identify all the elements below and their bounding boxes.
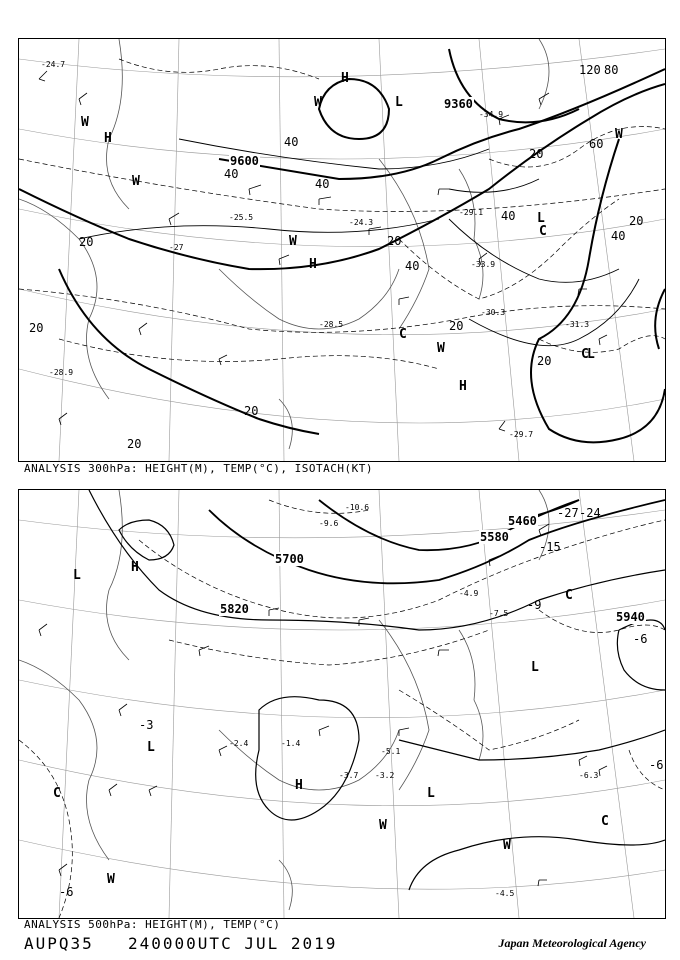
isotach-label: 20	[387, 234, 402, 248]
isotach-label: 20	[29, 321, 44, 335]
temp-obs: -4.9	[459, 589, 479, 598]
temp-obs: -33.9	[471, 260, 496, 269]
chart-code: AUPQ35	[24, 934, 94, 953]
isotach-label: 40	[501, 209, 516, 223]
warm-label: W	[289, 234, 297, 249]
isotherm-label: -15	[539, 540, 561, 554]
isotach-label: 40	[284, 135, 299, 149]
warm-label: W	[107, 872, 115, 887]
height-contours	[19, 49, 665, 442]
cold-label: C	[565, 588, 573, 603]
isotach-label: 20	[79, 235, 94, 249]
temp-obs: -24.7	[41, 60, 66, 69]
height-label-5820: 5820	[220, 602, 249, 616]
temp-obs: -25.5	[229, 213, 254, 222]
temp-obs: -27	[169, 243, 184, 252]
isotherm-label: -6	[59, 885, 74, 899]
low-pressure-label: L	[531, 660, 539, 675]
temp-obs: -28.9	[49, 368, 74, 377]
wind-barbs	[39, 71, 607, 431]
low-pressure-label: L	[427, 786, 435, 801]
isotherm-label: -27	[557, 506, 579, 520]
low-pressure-label: L	[395, 95, 403, 110]
warm-label: W	[615, 127, 623, 142]
valid-time: 240000UTC JUL 2019	[128, 934, 338, 953]
isotherm-label: -6	[633, 632, 648, 646]
height-label-5580: 5580	[480, 530, 509, 544]
isotach-label: 40	[315, 177, 330, 191]
height-label-5700: 5700	[275, 552, 304, 566]
isotherms	[19, 500, 665, 918]
isotachs	[79, 139, 639, 346]
isotach-label: 20	[537, 354, 552, 368]
low-pressure-label: L	[587, 347, 595, 362]
height-label-9360: 9360	[444, 97, 473, 111]
temp-obs: -4.5	[495, 889, 515, 898]
isotach-label: 120	[579, 63, 601, 77]
isotach-label: 20	[127, 437, 142, 451]
isotach-label: 20	[449, 319, 464, 333]
temp-obs: -29.7	[509, 430, 534, 439]
isotherm-label: -9	[527, 598, 542, 612]
agency-name: Japan Meteorological Agency	[498, 936, 646, 950]
temp-obs: -3.2	[375, 771, 395, 780]
high-pressure-label: H	[459, 379, 467, 394]
isotach-label: 40	[405, 259, 420, 273]
temp-obs: -24.3	[349, 218, 374, 227]
low-pressure-label: L	[537, 211, 545, 226]
isotherm-label: -24	[579, 506, 601, 520]
temp-obs: -30.3	[481, 308, 506, 317]
warm-label: W	[314, 95, 322, 110]
temp-obs: -5.1	[381, 747, 401, 756]
isotach-label: 80	[604, 63, 619, 77]
cold-label: C	[601, 814, 609, 829]
isotherm-label: -3	[139, 718, 154, 732]
isotach-label: 20	[244, 404, 259, 418]
map-300hpa-drawing	[19, 39, 665, 461]
cold-label: C	[581, 347, 589, 362]
warm-label: W	[81, 115, 89, 130]
height-label-9600: 9600	[230, 154, 259, 168]
caption-300hpa: ANALYSIS 300hPa: HEIGHT(M), TEMP(°C), ISOTACH(KT)	[24, 462, 374, 475]
high-pressure-label: H	[131, 560, 139, 575]
high-pressure-label: H	[309, 257, 317, 272]
warm-label: W	[437, 341, 445, 356]
temp-obs: -28.5	[319, 320, 344, 329]
isotach-label: 40	[224, 167, 239, 181]
map-500hpa	[18, 489, 666, 919]
graticule	[19, 490, 665, 918]
warm-label: W	[503, 838, 511, 853]
temp-obs: -10.6	[345, 503, 370, 512]
cold-label: C	[53, 786, 61, 801]
height-label-5940: 5940	[616, 610, 645, 624]
temp-obs: -7.5	[489, 609, 509, 618]
map-500hpa-drawing	[19, 490, 665, 918]
isotach-label: 60	[589, 137, 604, 151]
temp-obs: -2.4	[229, 739, 249, 748]
temp-obs: -9.6	[319, 519, 339, 528]
high-pressure-label: H	[104, 131, 112, 146]
warm-label: W	[379, 818, 387, 833]
isotach-label: 20	[629, 214, 644, 228]
temp-obs: -3.7	[339, 771, 359, 780]
temp-obs: -34.9	[479, 110, 504, 119]
temp-obs: -1.4	[281, 739, 301, 748]
low-pressure-label: L	[73, 568, 81, 583]
cold-label: C	[539, 224, 547, 239]
graticule	[19, 39, 665, 461]
temp-obs: -6.3	[579, 771, 599, 780]
temp-obs: -29.1	[459, 208, 484, 217]
cold-label: C	[399, 327, 407, 342]
caption-500hpa: ANALYSIS 500hPa: HEIGHT(M), TEMP(°C)	[24, 918, 281, 931]
temp-obs: -31.3	[565, 320, 590, 329]
wind-barbs	[39, 524, 607, 886]
isotherm-label: -6	[649, 758, 664, 772]
high-pressure-label: H	[295, 778, 303, 793]
isotach-label: 20	[529, 147, 544, 161]
height-label-5460: 5460	[508, 514, 537, 528]
low-pressure-label: L	[147, 740, 155, 755]
isotach-label: 40	[611, 229, 626, 243]
warm-label: W	[132, 174, 140, 189]
height-contours-5820	[89, 490, 665, 890]
map-300hpa	[18, 38, 666, 462]
high-pressure-label: H	[341, 71, 349, 86]
